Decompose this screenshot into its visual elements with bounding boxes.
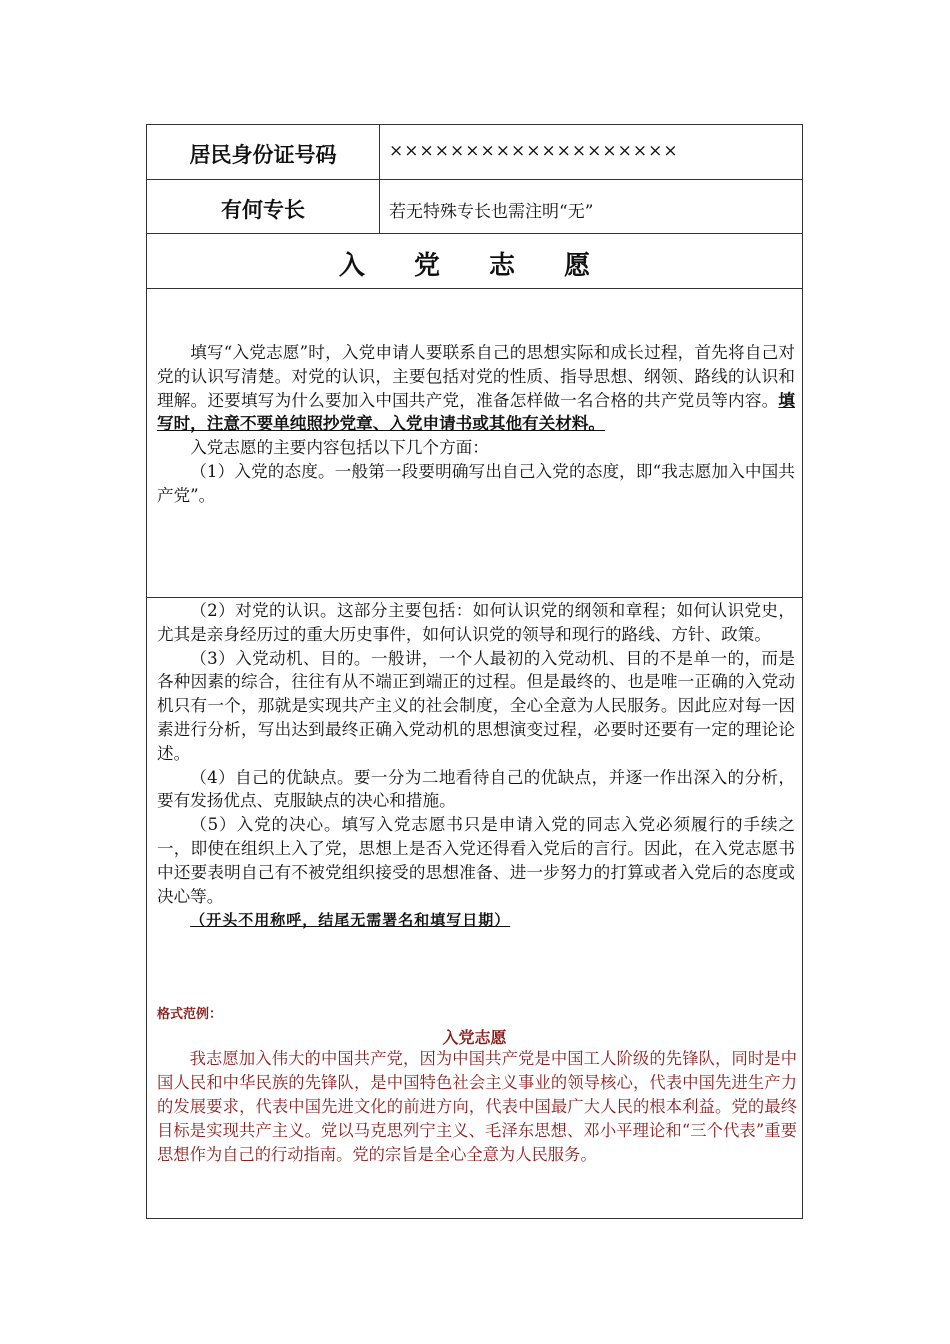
guide-emphasis-note: 填写时，注意不要单纯照抄党章、入党申请书或其他有关材料。: [157, 389, 795, 434]
guide-paragraph: [157, 341, 795, 436]
example-body: [157, 1047, 797, 1167]
guide-paragraph: 入党志愿的主要内容包括以下几个方面：: [190, 438, 489, 458]
guide-part-1: [157, 341, 795, 508]
application-form-table: [146, 124, 803, 1219]
id-number-label: 居民身份证号码: [189, 142, 337, 167]
guide-paragraph: （1）入党的态度。一般第一段要明确写出自己入党的态度，即“我志愿加入中国共产党”。: [157, 461, 795, 505]
row-divider: [147, 597, 802, 598]
guide-paragraph: （3）入党动机、目的。一般讲，一个人最初的入党动机、目的不是单一的，而是各种因素的综合，往往有从不端正到端正的过程。但是最终的、也是唯一正确的入党动机只有一个，那就是实现共产主义的社会制度，全心全意为人民服务。因此应对每一因素进行分析，写出达到最终正确入党动机的思想演变过程，必要时还要有一定的理论论述。: [157, 648, 795, 763]
example-label: 格式范例：: [157, 1007, 223, 1022]
guide-closing-note: [157, 908, 795, 933]
column-divider: [379, 125, 380, 234]
id-number-value: ×××××××××××××××××××: [389, 141, 679, 161]
example-title: 入党志愿: [442, 1028, 507, 1047]
row-divider: [147, 233, 802, 234]
row-divider: [147, 288, 802, 289]
guide-part-2: [157, 599, 795, 933]
guide-paragraph-text: 填写“入党志愿”时，入党申请人要联系自己的思想实际和成长过程，首先将自己对党的认识写清楚。对党的认识，主要包括对党的性质、指导思想、纲领、路线的认识和理解。还要填写为什么要加入中国共产党，准备怎样做一名合格的共产党员等内容。: [157, 343, 795, 410]
closing-note-text: （开头不用称呼，结尾无需署名和填写日期）: [190, 911, 511, 930]
speciality-value: 若无特殊专长也需注明“无”: [389, 202, 594, 222]
section-title: 入 党 志 愿: [338, 251, 611, 281]
guide-paragraph: （5）入党的决心。填写入党志愿书只是申请入党的同志入党必须履行的手续之一，即使在组织上入了党，思想上是否入党还得看入党后的言行。因此，在入党志愿书中还要表明自己有不被党组织接受的思想准备、进一步努力的打算或者入党后的态度或决心等。: [157, 815, 795, 906]
row-divider: [147, 179, 802, 180]
example-paragraph: 我志愿加入伟大的中国共产党，因为中国共产党是中国工人阶级的先锋队，同时是中国人民和中华民族的先锋队，是中国特色社会主义事业的领导核心，代表中国先进生产力的发展要求，代表中国先进文化的前进方向，代表中国最广大人民的根本利益。党的最终目标是实现共产主义。党以马克思列宁主义、毛泽东思想、邓小平理论和“三个代表”重要思想作为自己的行动指南。党的宗旨是全心全意为人民服务。: [157, 1049, 797, 1164]
guide-paragraph: （4）自己的优缺点。要一分为二地看待自己的优缺点，并逐一作出深入的分析，要有发扬优点、克服缺点的决心和措施。: [157, 767, 795, 811]
guide-paragraph: （2）对党的认识。这部分主要包括：如何认识党的纲领和章程；如何认识党史，尤其是亲身经历过的重大历史事件，如何认识党的领导和现行的路线、方针、政策。: [157, 601, 795, 644]
speciality-label: 有何专长: [221, 197, 305, 222]
